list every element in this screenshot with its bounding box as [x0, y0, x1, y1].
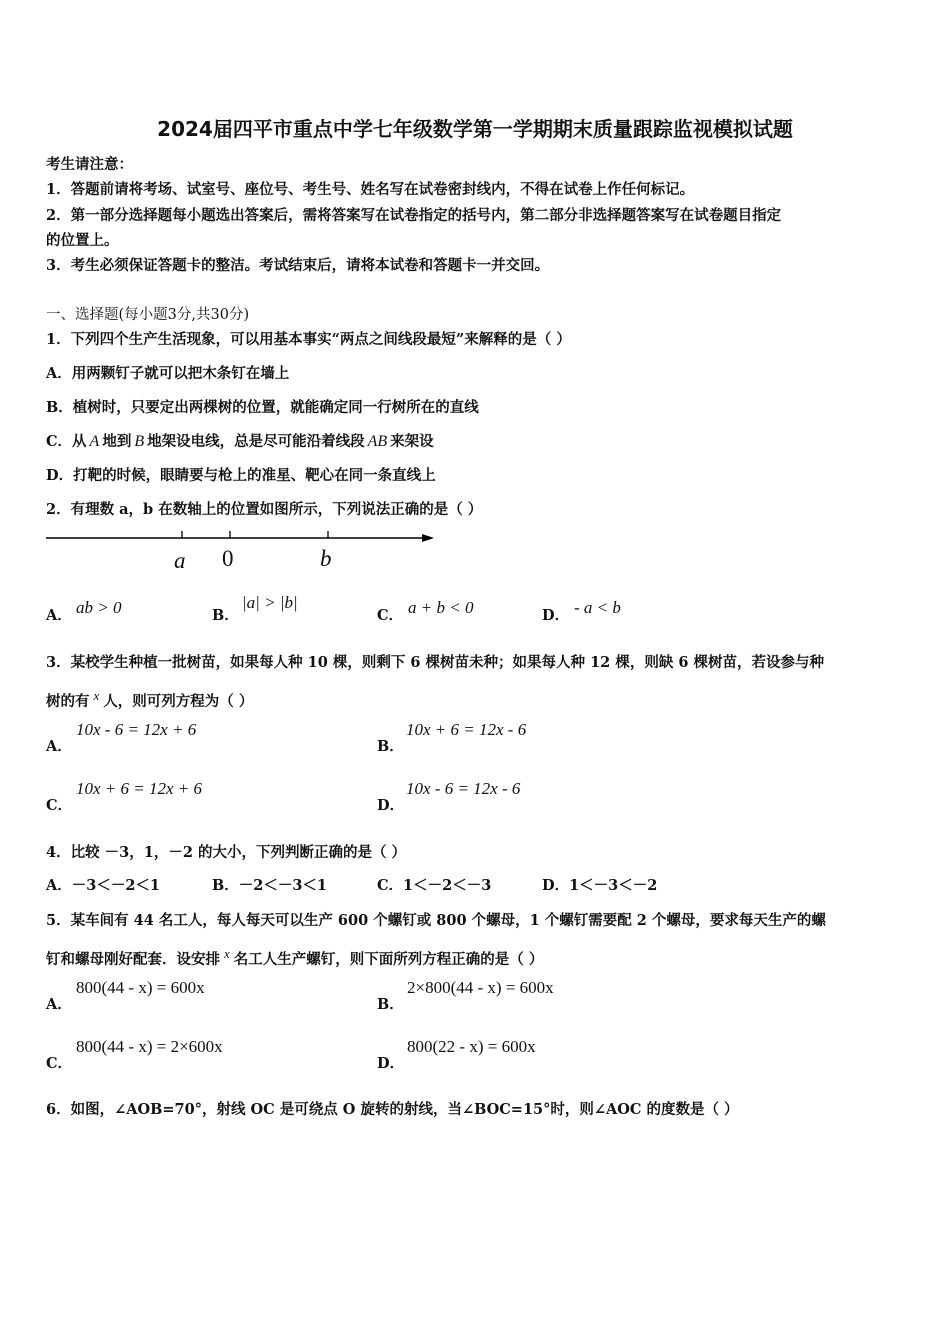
q3-option-c-label: C．: [46, 797, 73, 814]
q5-stem-line1: 5．某车间有 44 名工人，每人每天可以生产 600 个螺钉或 800 个螺母，1 个螺钉需要配 2 个螺母，要求每天生产的螺: [46, 912, 826, 929]
q5-option-c-label: C．: [46, 1055, 73, 1072]
q3-option-b-label: B．: [377, 738, 404, 755]
q4-option-a: A．－3＜－2＜1: [46, 877, 161, 894]
q3-stem-line2: 树的有 x 人，则可列方程为（ ）: [46, 688, 254, 710]
q1-option-b: B．植树时，只要定出两棵树的位置，就能确定同一行树所在的直线: [46, 399, 479, 416]
notice-item: 3．考生必须保证答题卡的整洁。考试结束后，请将本试卷和答题卡一并交回。: [46, 257, 550, 274]
q1-option-d: D．打靶的时候，眼睛要与枪上的准星、靶心在同一条直线上: [46, 467, 436, 484]
q2-option-b-expr: |a| > |b|: [242, 593, 298, 612]
section-heading: 一、选择题(每小题3分,共30分): [46, 307, 250, 323]
q1-option-a: A．用两颗钉子就可以把木条钉在墙上: [46, 365, 290, 382]
notice-heading: 考生请注意：: [46, 156, 133, 173]
q3-option-d-expr: 10x - 6 = 12x - 6: [406, 779, 521, 798]
q5-option-b-label: B．: [377, 996, 404, 1013]
q3-option-c-expr: 10x + 6 = 12x + 6: [76, 779, 203, 798]
q5-option-b-expr: 2×800(44 - x) = 600x: [407, 978, 554, 997]
q2-option-d-label: D．: [542, 607, 570, 624]
q2-stem: 2．有理数 a，b 在数轴上的位置如图所示，下列说法正确的是（ ）: [46, 501, 483, 518]
q5-option-a-expr: 800(44 - x) = 600x: [76, 978, 205, 997]
q5-option-d-label: D．: [377, 1055, 405, 1072]
q2-option-a-label: A．: [46, 607, 72, 624]
q3-stem-line1: 3．某校学生种植一批树苗，如果每人种 10 棵，则剩下 6 棵树苗未种；如果每人种 12 棵，则缺 6 棵树苗，若设参与种: [46, 654, 825, 671]
axis-label-b: b: [320, 546, 332, 571]
q2-option-c-expr: a + b < 0: [408, 598, 474, 617]
q5-stem-line2: 钉和螺母刚好配套．设安排 x 名工人生产螺钉，则下面所列方程正确的是（ ）: [46, 946, 544, 968]
q5-option-a-label: A．: [46, 996, 72, 1013]
axis-label-a: a: [174, 548, 186, 573]
axis-label-0: 0: [222, 546, 234, 571]
q4-option-d: D．1＜－3＜－2: [542, 877, 658, 894]
page-title: 2024届四平市重点中学七年级数学第一学期期末质量跟踪监视模拟试题: [157, 117, 793, 141]
q3-option-d-label: D．: [377, 797, 405, 814]
number-line: [44, 526, 439, 546]
q2-option-c-label: C．: [377, 607, 404, 624]
q4-option-c: C．1＜－2＜－3: [377, 877, 492, 894]
q2-option-a-expr: ab > 0: [76, 598, 122, 617]
q4-option-b: B．－2＜－3＜1: [212, 877, 328, 894]
q1-option-c: C．从 A 地到 B 地架设电线，总是尽可能沿着线段 AB 来架设: [46, 433, 434, 450]
notice-item: 的位置上。: [46, 232, 119, 249]
number-line-arrow: [422, 534, 434, 542]
q2-option-b-label: B．: [212, 607, 239, 624]
q5-option-d-expr: 800(22 - x) = 600x: [407, 1037, 536, 1056]
q3-option-a-expr: 10x - 6 = 12x + 6: [76, 720, 197, 739]
q3-option-b-expr: 10x + 6 = 12x - 6: [406, 720, 527, 739]
q4-stem: 4．比较 －3，1，－2 的大小，下列判断正确的是（ ）: [46, 844, 406, 861]
notice-item: 2．第一部分选择题每小题选出答案后，需将答案写在试卷指定的括号内，第二部分非选择题答案写在试卷题目指定: [46, 207, 782, 224]
notice-item: 1．答题前请将考场、试室号、座位号、考生号、姓名写在试卷密封线内，不得在试卷上作任何标记。: [46, 181, 695, 198]
q3-option-a-label: A．: [46, 738, 72, 755]
q5-option-c-expr: 800(44 - x) = 2×600x: [76, 1037, 223, 1056]
q2-option-d-expr: - a < b: [574, 598, 621, 617]
q6-stem: 6．如图，∠AOB=70°，射线 OC 是可绕点 O 旋转的射线，当∠BOC=15°时，则∠AOC 的度数是（ ）: [46, 1101, 739, 1118]
q1-stem: 1．下列四个生产生活现象，可以用基本事实“两点之间线段最短”来解释的是（ ）: [46, 331, 571, 348]
